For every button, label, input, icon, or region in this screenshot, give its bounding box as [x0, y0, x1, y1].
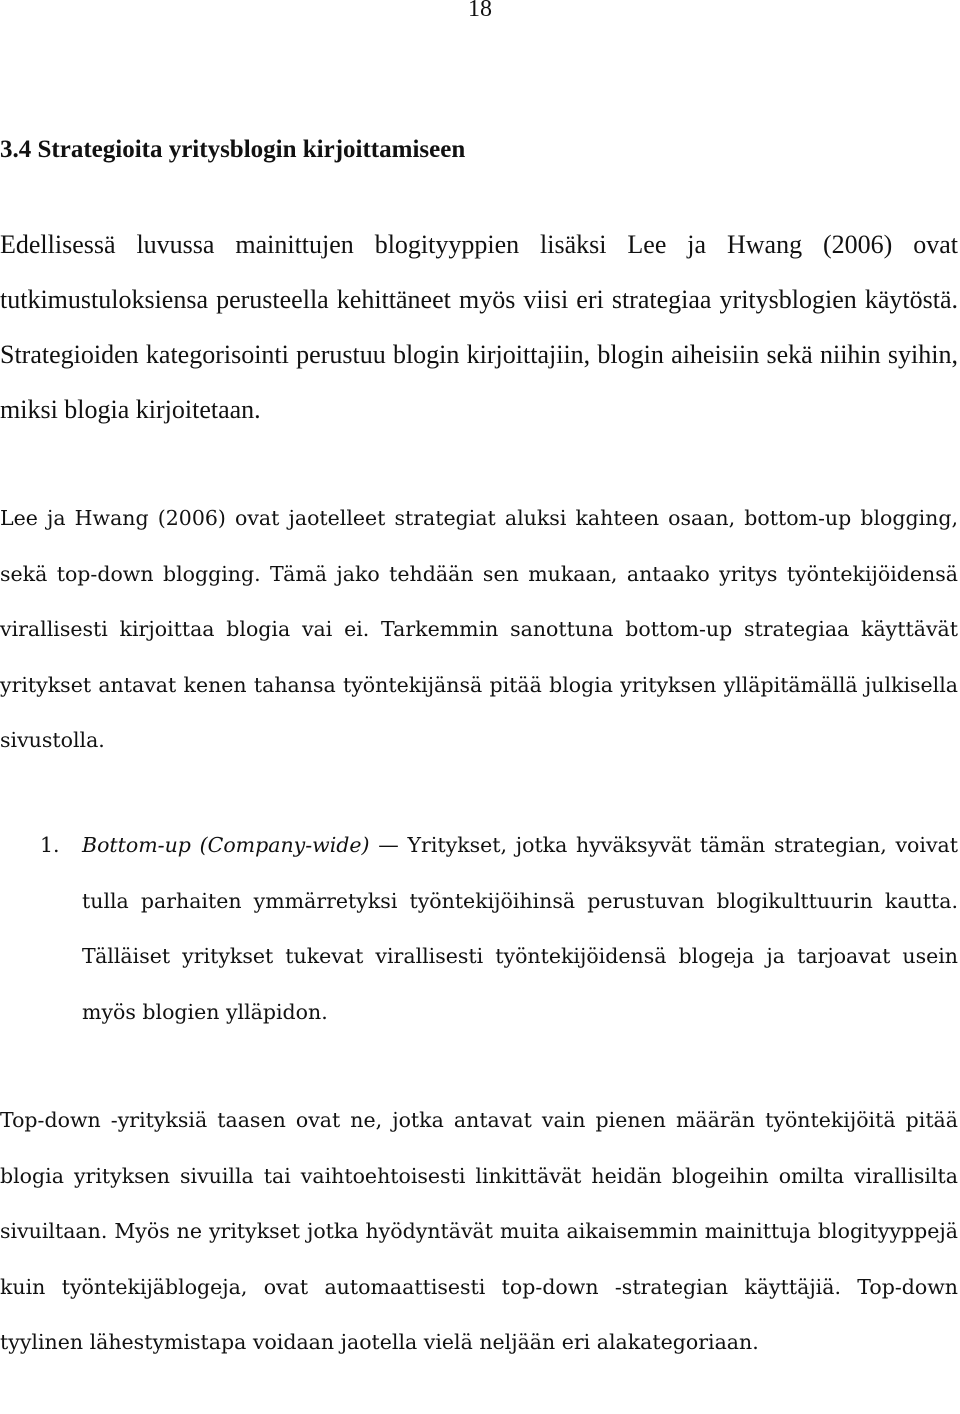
list-item [0, 818, 958, 1040]
list-item-term: Bottom-up (Company-wide) [82, 833, 370, 857]
paragraph-topdown: Top-down -yrityksiä taasen ovat ne, jotka antavat vain pienen määrän työntekijöitä pitää blogia yrityksen sivuilla tai vaihtoehtoisesti linkittävät heidän blogeihin omilta virallisilta sivuiltaan. Myös ne yritykset jotka hyödyntävät muita aikaisemmin mainittuja blogityyppejä kuin työntekijäblogeja, ovat automaattisesti top-down -strategian käyttäjiä. Top-down tyylinen lähestymistapa voidaan jaotella vielä neljään eri alakategoriaan. [0, 1108, 958, 1354]
strategy-list [0, 818, 960, 1040]
page-number: 18 [468, 0, 492, 22]
list-item-text: Yritykset, jotka hyväksyvät tämän strategian, voivat tulla parhaiten ymmärretyksi työntekijöihinsä perustuvan blogikulttuurin kautta. Tälläiset yritykset tukevat virallisesti työntekijöidensä blogeja ja tarjoavat usein myös blogien ylläpidon. [82, 833, 958, 1024]
list-item-body [82, 818, 958, 1040]
paragraph-intro: Edellisessä luvussa mainittujen blogityyppien lisäksi Lee ja Hwang (2006) ovat tutkimustuloksiensa perusteella kehittäneet myös viisi eri strategiaa yritysblogien käytöstä. Strategioiden kategorisointi perustuu blogin kirjoittajiin, blogin aiheisiin sekä niihin syihin, miksi blogia kirjoitetaan. [0, 230, 958, 424]
section-heading: 3.4 Strategioita yritysblogin kirjoittamiseen [0, 136, 466, 163]
list-item-dash: — [369, 833, 408, 857]
list-item-number: 1. [40, 833, 60, 857]
paragraph-division: Lee ja Hwang (2006) ovat jaotelleet strategiat aluksi kahteen osaan, bottom-up blogging, sekä top-down blogging. Tämä jako tehdään sen mukaan, antaako yritys työntekijöidensä virallisesti kirjoittaa blogia vai ei. Tarkemmin sanottuna bottom-up strategiaa käyttävät yritykset antavat kenen tahansa työntekijänsä pitää blogia yrityksen ylläpitämällä julkisella sivustolla. [0, 506, 958, 752]
